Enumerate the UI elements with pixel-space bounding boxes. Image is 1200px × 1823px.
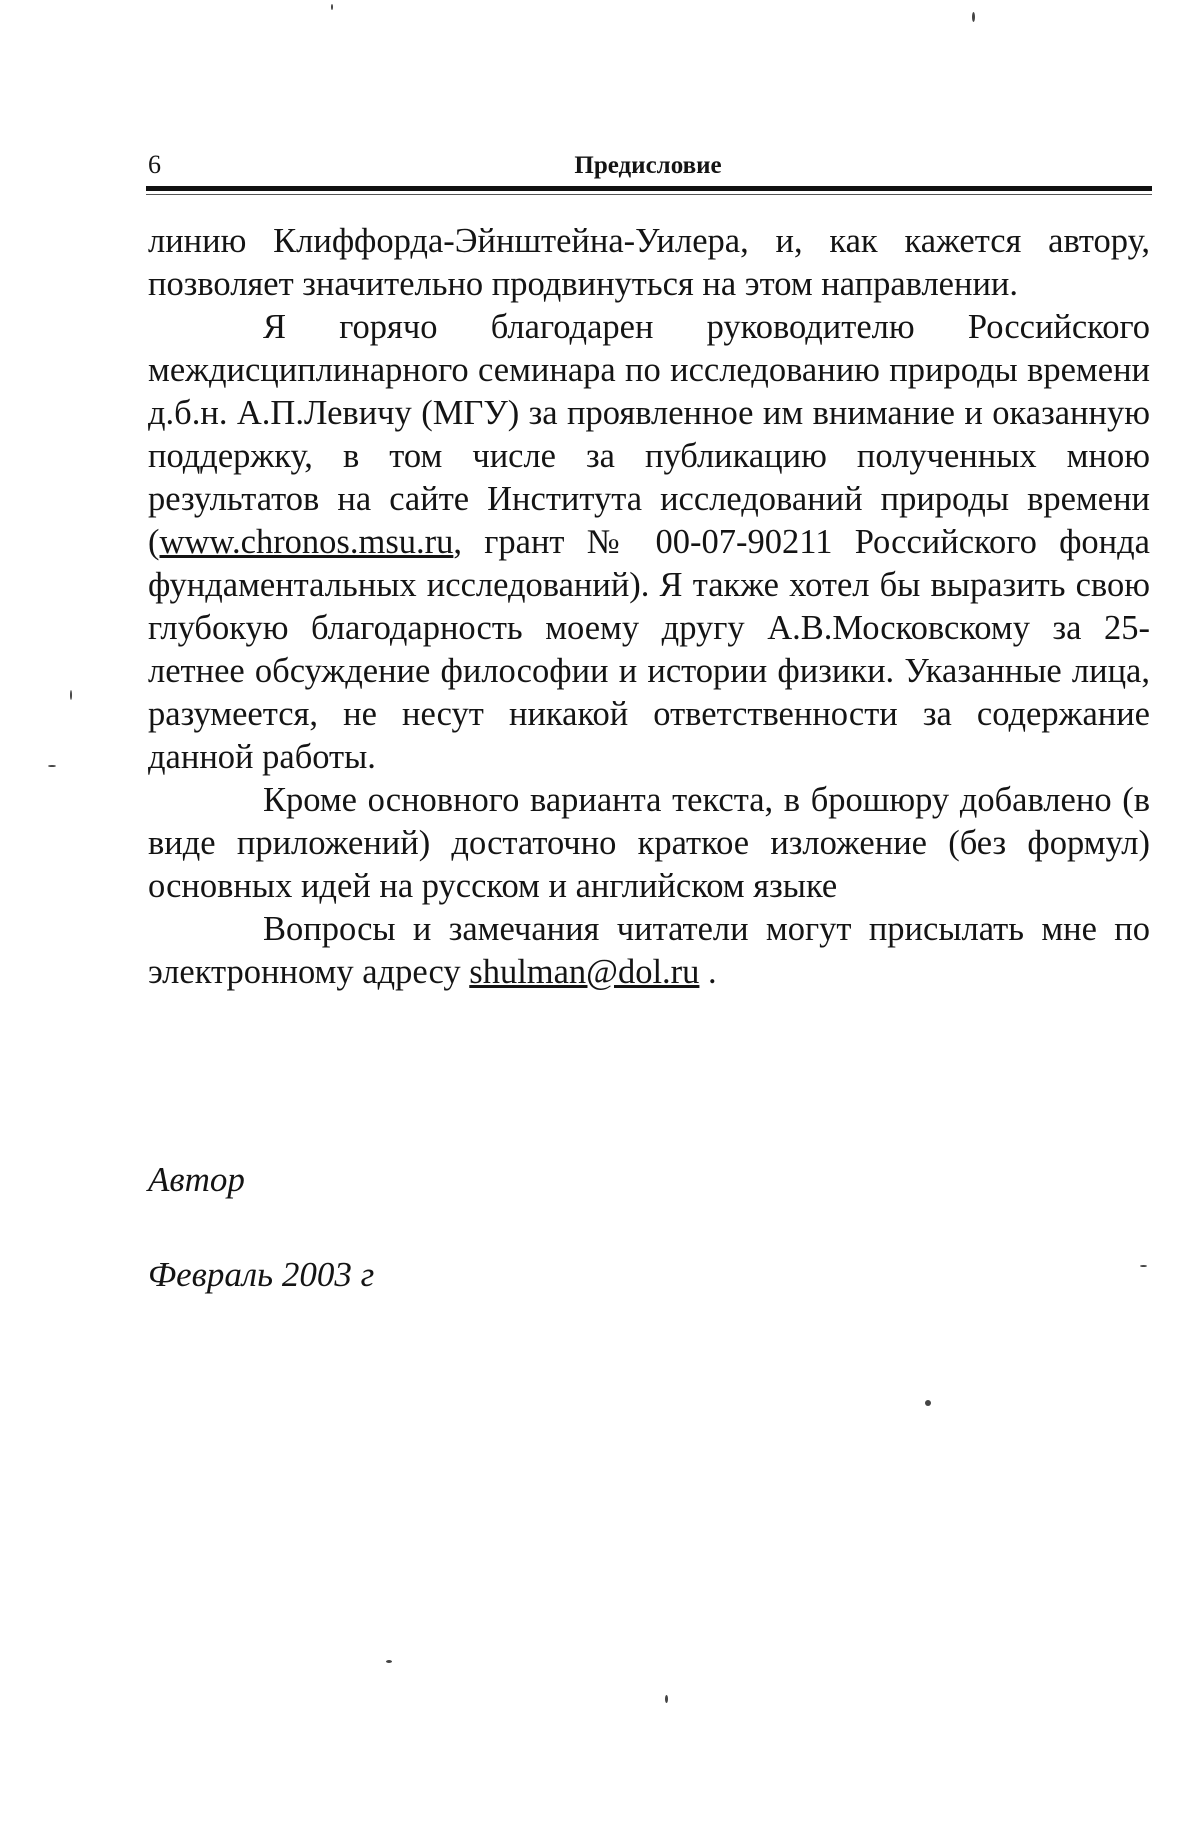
scan-speck — [386, 1660, 392, 1663]
header-rule — [146, 186, 1152, 191]
paragraph-text: . — [699, 953, 717, 991]
email-link[interactable]: shulman@dol.ru — [469, 953, 700, 991]
scan-speck — [925, 1400, 931, 1406]
page-number: 6 — [148, 150, 161, 179]
signature-author: Автор — [148, 1160, 245, 1199]
paragraph-continued: линию Клиффорда-Эйнштейна-Уилера, и, как кажется автору, позволяет значительно продвинуться на этом направлении. — [148, 222, 1150, 303]
paragraph-acknowledgements — [148, 306, 1150, 779]
paragraph-contact — [148, 908, 1150, 994]
paragraph-text: , грант № 00-07-90211 Российского фонда фундаментальных исследований). Я также хотел бы выразить свою глубокую благодарность моему другу А.В.Московскому за 25-летнее обсуждение философии и истории физики. Указанные лица, разумеется, не несут никакой ответственности за содержание данной работы. — [148, 523, 1150, 776]
scan-speck — [1140, 1265, 1147, 1267]
body-text — [148, 220, 1150, 994]
scan-speck — [665, 1695, 668, 1703]
scan-speck — [972, 12, 975, 22]
scan-speck — [331, 4, 333, 10]
scan-speck — [70, 690, 72, 700]
header-rule-thin — [146, 194, 1152, 195]
scan-speck — [48, 765, 56, 767]
running-title: Предисловие — [574, 152, 722, 179]
paragraph-appendices: Кроме основного варианта текста, в брошюру добавлено (в виде приложений) достаточно краткое изложение (без формул) основных идей на русском и английском языке — [148, 781, 1150, 905]
page-header — [146, 148, 1150, 184]
signature-date: Февраль 2003 г — [148, 1255, 375, 1294]
website-link[interactable]: www.chronos.msu.ru — [159, 523, 454, 561]
paragraph-text: Я горячо благодарен руководителю Российского междисциплинарного семинара по исследованию природы времени д.б.н. А.П.Левичу (МГУ) за проявленное им внимание и оказанную поддержку, в том числе за публикацию полученных мною результатов на сайте Института исследований природы времени ( — [148, 308, 1150, 561]
paragraph-text: Вопросы и замечания читатели могут присылать мне по электронному адресу — [148, 910, 1150, 991]
